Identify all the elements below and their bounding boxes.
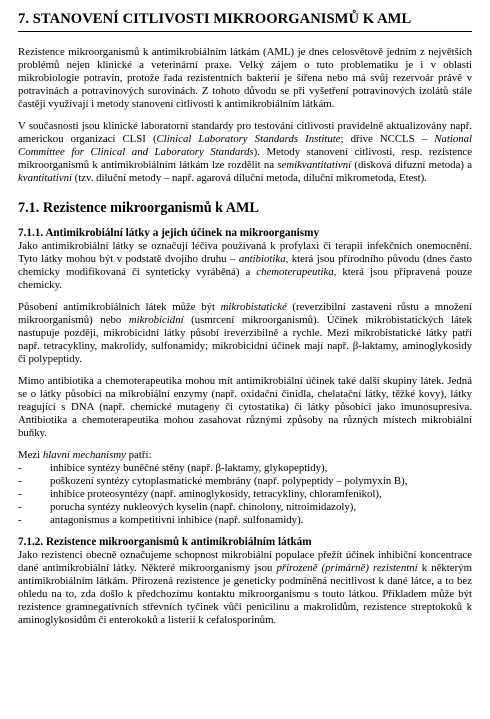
list-item: - poškození syntézy cytoplasmatické membrány (např. polypeptidy – polymyxin B), — [18, 475, 408, 487]
list-item: - antagonismus a kompetitivní inhibice (např. sulfonamidy). — [18, 514, 304, 526]
intro-paragraph-1: Rezistence mikroorganismů k antimikrobiálním látkám (AML) je dnes celosvětově jedním z největších problémů nejen klinické a veterinární praxe. Velký zájem o tuto problematiku je i v oblasti mikrobiologie potravin, protože řada rezistentních bakterií je šířena nebo má svůj rezervoár právě v potravinách a potravinových surovinách. Z tohoto důvodu se při vyšetření potravinových izolátů stále častěji využívají i metody stanovení citlivosti k antimikrobiálním látkám. — [18, 46, 472, 110]
list-item: - inhibice proteosyntézy (např. aminoglykosidy, tetracykliny, chloramfenikol), — [18, 488, 382, 500]
list-item: - inhibice syntézy buněčné stěny (např. β-laktamy, glykopeptidy), — [18, 462, 328, 474]
section-7-1-heading: 7.1. Rezistence mikroorganismů k AML — [18, 200, 259, 216]
section-7-1-2-heading: 7.1.2. Rezistence mikroorganismů k antimikrobiálním látkám — [18, 536, 312, 548]
list-item: - porucha syntézy nukleových kyselin (např. chinolony, nitroimidazoly), — [18, 501, 357, 513]
section-7-1-2-paragraph-1: Jako rezistenci obecně označujeme schopnost mikrobiální populace přežít účinek inhibiční koncentrace dané antimikrobiální látky. Některé mikroorganismy jsou přirozeně (primárně) rezistentní k některým antimikrobiálním látkám. Přirozená rezistence je geneticky podmíněná necitlivost k dané látce, a to bez ohledu na to, zda došlo k předchozímu kontaktu mikroorganismu s touto látkou. Příkladem může být rezistence gramnegativních střevních tyčinek vůči penicilinu a makrolidům, rezistence streptokoků k aminoglykosidům či enterokoků a listerií k cefalosporinům. — [18, 549, 472, 626]
mechanisms-list — [18, 462, 472, 527]
chapter-heading: 7. STANOVENÍ CITLIVOSTI MIKROORGANISMŮ K AML — [18, 11, 472, 32]
mechanisms-intro: Mezi hlavní mechanismy patří: — [18, 449, 152, 461]
section-7-1-1-paragraph-1: Jako antimikrobiální látky se označují léčiva používaná k profylaxi či terapii infekčních onemocnění. Tyto látky mohou být v podstatě dvojího druhu – antibiotika, která jsou přírodního původu (dnes často chemicky modifikovaná či synteticky vyráběná) a chemoterapeutika, která jsou připravená pouze chemicky. — [18, 240, 472, 291]
intro-paragraph-2: V současnosti jsou klinické laboratorní standardy pro testování citlivosti pravidelně aktualizovány např. americkou organizací CLSI (Clinical Laboratory Standards Institute; dříve NCCLS – National Committee for Clinical and Laboratory Standards). Metody stanovení citlivosti, resp. rezistence mikroorganismů k antimikrobiálním látkám lze rozdělit na semikvantitativní (disková difuzní metoda) a kvantitativní (tzv. diluční metody – např. agarová diluční metoda, diluční mikrometoda, Etest). — [18, 120, 473, 184]
section-7-1-1-heading: 7.1.1. Antimikrobiální látky a jejich účinek na mikroorganismy — [18, 227, 320, 239]
section-7-1-1-paragraph-2: Působení antimikrobiálních látek může být mikrobistatické (reverzibilní zastavení růstu a množení mikroorganismů) nebo mikrobicidní (usmrcení mikroorganismů). Účinek mikrobistatických látek nastupuje později, mikrobicidní látky působí ireverzibilně a rychle. Mezi mikrobistatické látky patří např. tetracykliny, makrolidy, sulfonamidy; mikrobicidní účinek mají např. β-laktamy, aminoglykosidy či polypeptidy. — [18, 301, 472, 365]
section-7-1-1-paragraph-3: Mimo antibiotika a chemoterapeutika mohou mít antimikrobiální účinek také další skupiny látek. Jedná se o látky působící na mikrobiální enzymy (např. oxidační činidla, chelatační látky, těžké kovy), látky reagující s DNA (např. chemické mutageny či cytostatika) či látky působící jako imunosupresiva. Antibiotika a chemoterapeutika mohou zasahovat různými způsoby na různých místech mikrobiální buňky. — [18, 375, 472, 439]
